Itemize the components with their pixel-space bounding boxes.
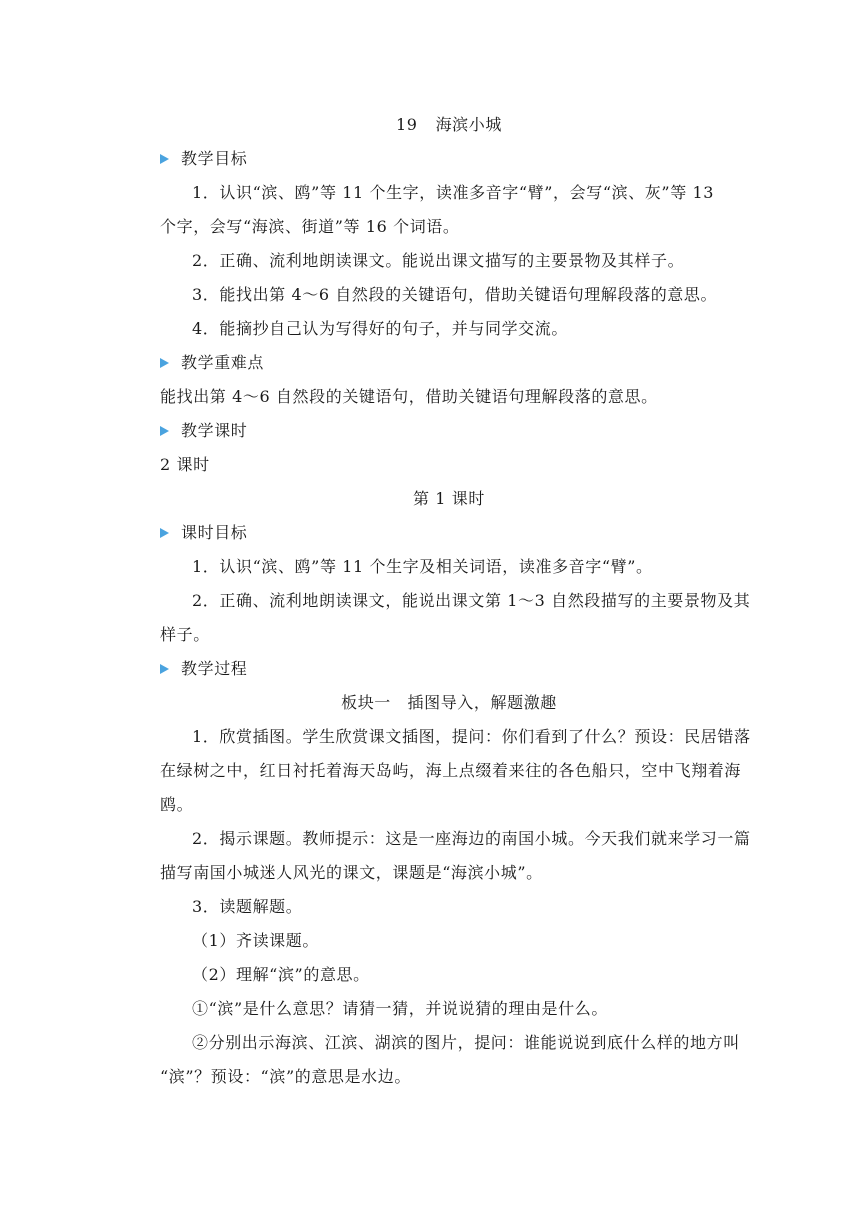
lesson-title [160, 108, 738, 142]
paragraph-line: 个字，会写“海滨、街道”等 16 个词语。 [160, 217, 460, 236]
paragraph-line: 2．正确、流利地朗读课文。能说出课文描写的主要景物及其样子。 [192, 251, 685, 270]
paragraph-line: 3．读题解题。 [192, 897, 303, 916]
paragraph-line: 2．揭示课题。教师提示：这是一座海边的南国小城。今天我们就来学习一篇 [192, 829, 751, 848]
section-heading [160, 346, 738, 380]
paragraph-line: ①“滨”是什么意思？请猜一猜，并说说猜的理由是什么。 [192, 999, 608, 1018]
triangle-right-icon [160, 528, 169, 538]
triangle-right-icon [160, 358, 169, 368]
paragraph-line: 描写南国小城迷人风光的课文，课题是“海滨小城”。 [160, 863, 543, 882]
lesson-title-text: 海滨小城 [435, 115, 502, 134]
paragraph-line: 4．能摘抄自己认为写得好的句子，并与同学交流。 [192, 319, 568, 338]
section-heading-text: 教学课时 [181, 421, 248, 440]
triangle-right-icon [160, 154, 169, 164]
section-heading-text: 教学目标 [181, 149, 248, 168]
section-heading [160, 652, 738, 686]
section-heading [160, 414, 738, 448]
triangle-right-icon [160, 426, 169, 436]
paragraph-line: 1．欣赏插图。学生欣赏课文插图，提问：你们看到了什么？预设：民居错落 [192, 727, 751, 746]
section-heading-text: 教学重难点 [181, 353, 265, 372]
triangle-right-icon [160, 664, 169, 674]
paragraph-line: 能找出第 4～6 自然段的关键语句，借助关键语句理解段落的意思。 [160, 387, 658, 406]
paragraph-line: “滨”？预设：“滨”的意思是水边。 [160, 1067, 411, 1086]
lesson-number: 19 [396, 115, 418, 134]
section-heading [160, 516, 738, 550]
section-heading-text: 教学过程 [181, 659, 248, 678]
paragraph-line: 2 课时 [160, 455, 210, 474]
paragraph-line: 在绿树之中，红日衬托着海天岛屿，海上点缀着来往的各色船只，空中飞翔着海 [160, 761, 742, 780]
paragraph-line: 样子。 [160, 625, 210, 644]
paragraph-line: 2．正确、流利地朗读课文，能说出课文第 1～3 自然段描写的主要景物及其 [192, 591, 751, 610]
section-heading-text: 课时目标 [181, 523, 248, 542]
centered-heading: 第 1 课时 [413, 489, 485, 508]
paragraph-line: 3．能找出第 4～6 自然段的关键语句，借助关键语句理解段落的意思。 [192, 285, 718, 304]
section-heading [160, 142, 738, 176]
paragraph-line: 1．认识“滨、鸥”等 11 个生字，读准多音字“臂”，会写“滨、灰”等 13 [192, 183, 715, 202]
paragraph-line: （2）理解“滨”的意思。 [192, 965, 370, 984]
document-lines [160, 142, 751, 1094]
centered-heading: 板块一 插图导入，解题激趣 [341, 693, 557, 712]
paragraph-line: 鸥。 [160, 795, 194, 814]
paragraph-line: 1．认识“滨、鸥”等 11 个生字及相关词语，读准多音字“臂”。 [192, 557, 653, 576]
document-body [160, 108, 751, 1094]
paragraph-line: ②分别出示海滨、江滨、湖滨的图片，提问：谁能说说到底什么样的地方叫 [192, 1033, 740, 1052]
paragraph-line: （1）齐读课题。 [192, 931, 319, 950]
